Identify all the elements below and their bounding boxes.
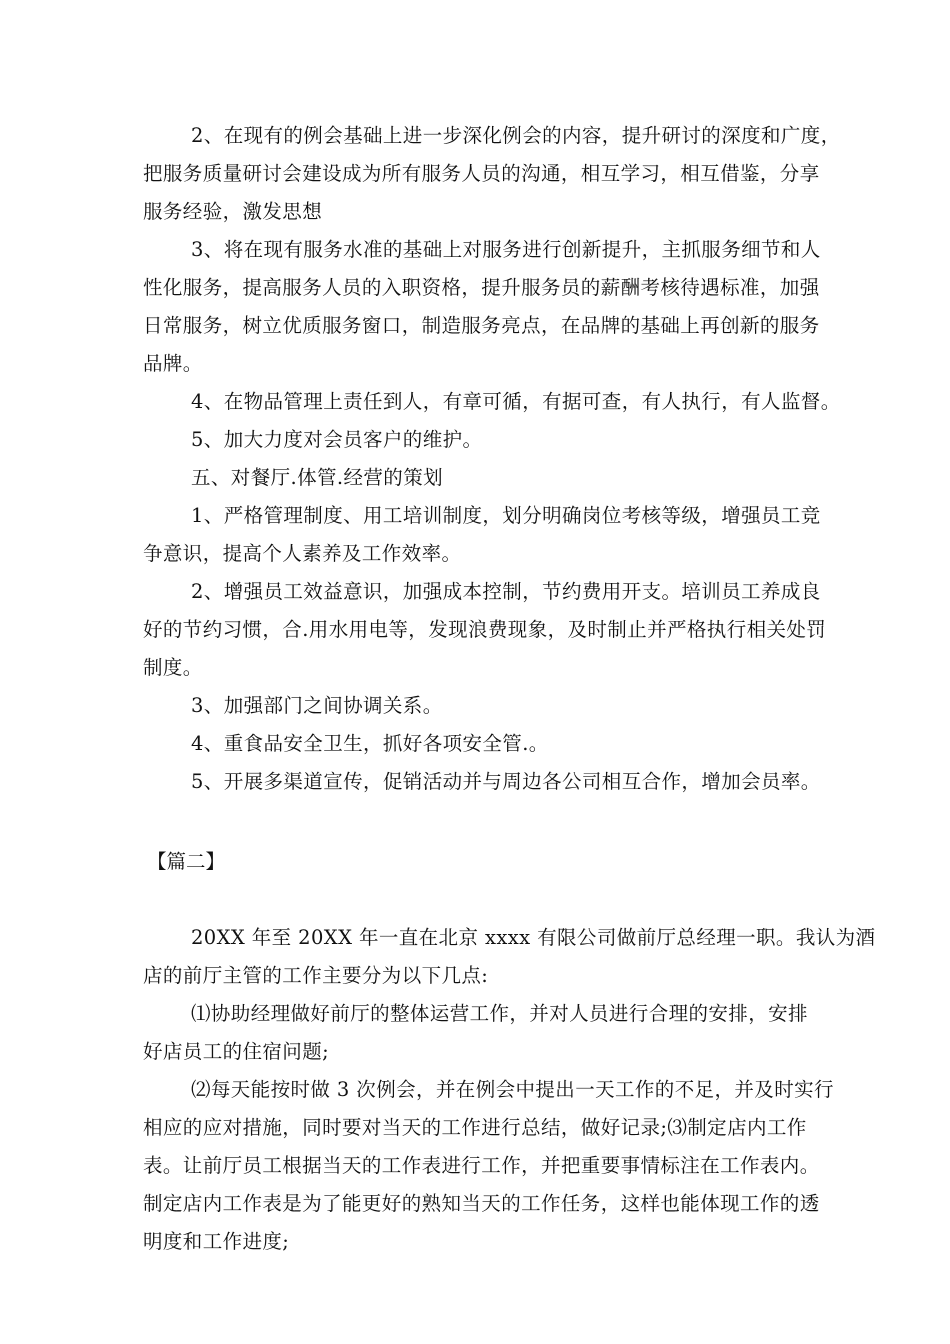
section-two-heading: 【篇二】 [147,850,226,873]
paragraph-line: 5、加大力度对会员客户的维护。 [191,428,483,451]
paragraph-line: 把服务质量研讨会建设成为所有服务人员的沟通，相互学习，相互借鉴，分享 [143,162,820,185]
paragraph-line: 20XX 年至 20XX 年一直在北京 xxxx 有限公司做前厅总经理一职。我认为酒 [191,926,876,949]
paragraph-line: 服务经验，激发思想 [143,200,323,223]
spacer [143,881,813,919]
paragraph-line: 5、开展多渠道宣传，促销活动并与周边各公司相互合作，增加会员率。 [191,770,821,793]
document-page [143,117,876,1261]
paragraph-line: 争意识，提高个人素养及工作效率。 [143,542,462,565]
paragraph-line: 好店员工的住宿问题; [143,1040,330,1063]
paragraph-line: 性化服务，提高服务人员的入职资格，提升服务员的薪酬考核待遇标准，加强 [143,276,820,299]
paragraph-line: 1、严格管理制度、用工培训制度，划分明确岗位考核等级，增强员工竞 [191,504,821,527]
paragraph-line: 明度和工作进度; [143,1230,290,1253]
paragraph-line: 表。让前厅员工根据当天的工作表进行工作，并把重要事情标注在工作表内。 [143,1154,820,1177]
paragraph-line: 3、加强部门之间协调关系。 [191,694,443,717]
section-one [143,117,841,801]
spacer [143,801,813,843]
paragraph-line: 4、重食品安全卫生，抓好各项安全管.。 [191,732,549,755]
paragraph-line: 店的前厅主管的工作主要分为以下几点: [143,964,489,987]
paragraph-line: 制度。 [143,656,203,679]
paragraph-line: 2、增强员工效益意识，加强成本控制，节约费用开支。培训员工养成良 [191,580,821,603]
paragraph-line: 相应的应对措施，同时要对当天的工作进行总结，做好记录;⑶制定店内工作 [143,1116,807,1139]
paragraph-line: 制定店内工作表是为了能更好的熟知当天的工作任务，这样也能体现工作的透 [143,1192,820,1215]
paragraph-line: 2、在现有的例会基础上进一步深化例会的内容，提升研讨的深度和广度， [191,124,841,147]
paragraph-line: 日常服务，树立优质服务窗口，制造服务亮点，在品牌的基础上再创新的服务 [143,314,820,337]
paragraph-line: 4、在物品管理上责任到人，有章可循，有据可查，有人执行，有人监督。 [191,390,841,413]
paragraph-line: 品牌。 [143,352,203,375]
paragraph-line: 好的节约习惯，合.用水用电等，发现浪费现象，及时制止并严格执行相关处罚 [143,618,827,641]
section-subheading: 五、对餐厅.体管.经营的策划 [191,466,443,489]
paragraph-line: ⑴协助经理做好前厅的整体运营工作，并对人员进行合理的安排，安排 [191,1002,808,1025]
paragraph-line: 3、将在现有服务水准的基础上对服务进行创新提升，主抓服务细节和人 [191,238,821,261]
paragraph-line: ⑵每天能按时做 3 次例会，并在例会中提出一天工作的不足，并及时实行 [191,1078,834,1101]
section-two [143,919,876,1261]
